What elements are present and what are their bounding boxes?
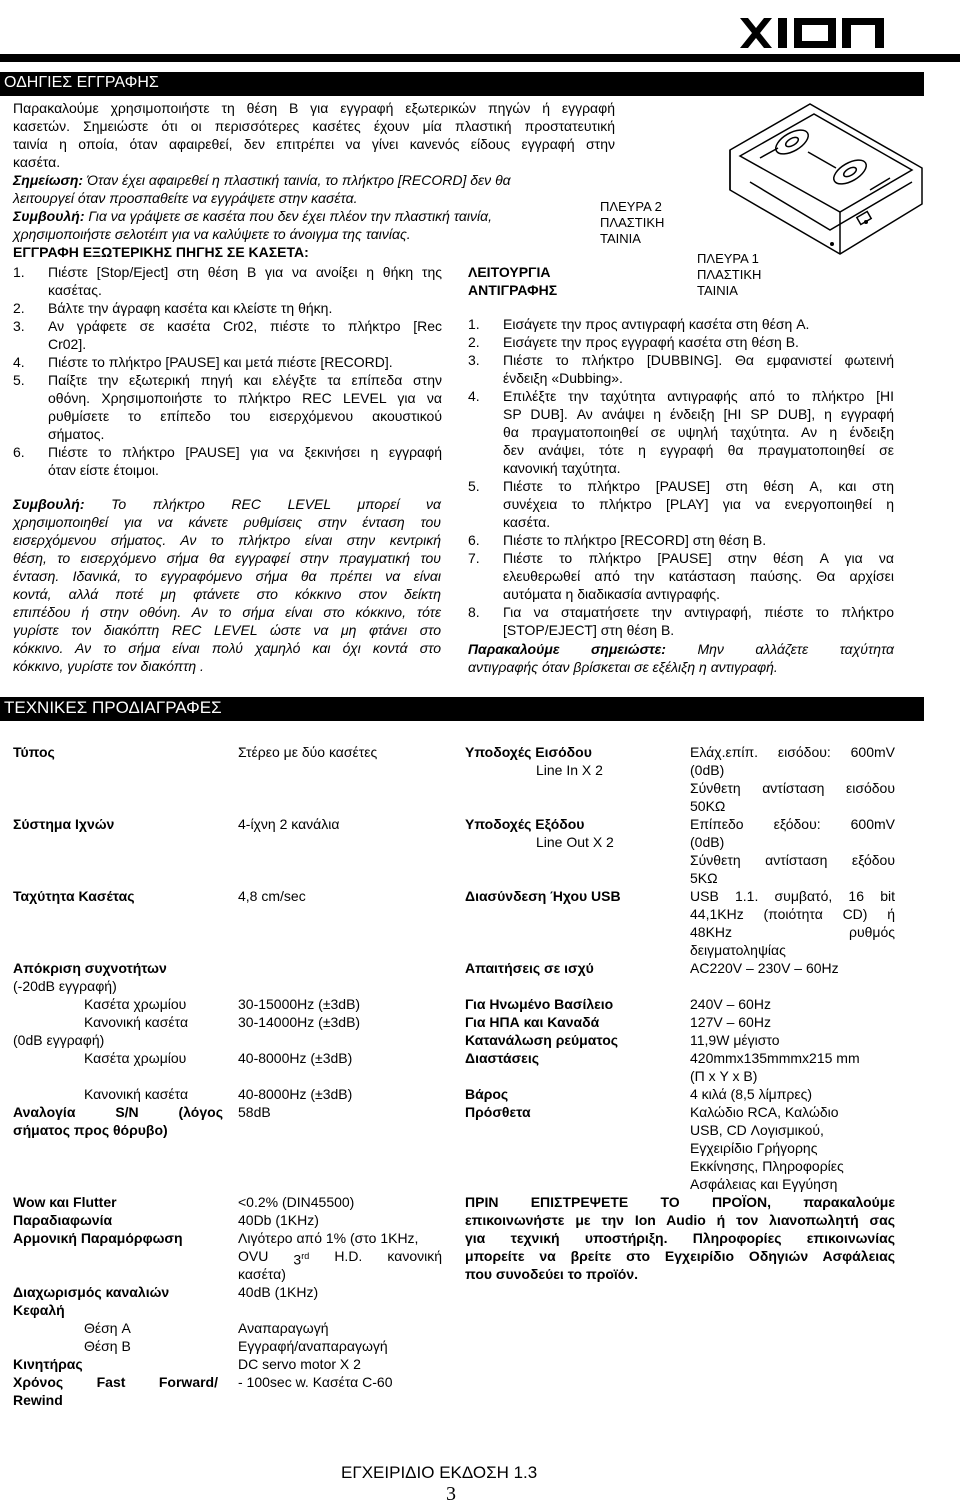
dub-step-text: [STOP/EJECT] στη θέση B.	[503, 622, 675, 638]
tip-line	[13, 207, 492, 225]
intro-line: ταινία η οποία, όταν αφαιρεθεί, δεν επιτρέπει να γίνει κανενός είδους εγγραφή στην	[13, 136, 615, 152]
dubbing-heading: ΑΝΤΙΓΡΑΦΗΣ	[468, 282, 558, 298]
dub-step-text: κασέτα.	[503, 514, 551, 530]
step-text: Πιέστε [Stop/Eject] στη θέση B για να ανοίξει η θήκη της	[48, 264, 442, 280]
tip2-label: Συμβουλή:	[13, 496, 85, 512]
intro-line: κασετών. Σημειώστε ότι οι περισσότερες κασέτες έχουν μία πλαστική προστατευτική	[13, 118, 615, 134]
spec-thd-label: Αρμονική Παραμόρφωση	[13, 1230, 183, 1246]
step-number: 3.	[13, 318, 25, 334]
spec-sn-label	[13, 1103, 223, 1121]
spec-freq-label: Απόκριση συχνοτήτων	[13, 960, 167, 976]
before-return-line: που συνοδεύει το προϊόν.	[465, 1266, 639, 1282]
note-line: λειτουργεί όταν προσπαθείτε να εγγράψετε στην κασέτα.	[13, 190, 358, 206]
spec-sn-word: S/N	[115, 1104, 139, 1120]
step-number: 5.	[13, 372, 25, 388]
spec-freq-20: (-20dB εγγραφή)	[13, 978, 117, 994]
dub-step-text: δεν ανάψει, τότε η εγγραφή θα πραγματοποιηθεί σε	[503, 442, 894, 458]
step-text: Αν γράφετε σε κασέτα Cr02, πιέστε το πλήκτρο [Rec	[48, 318, 442, 334]
tip2-line: ένταση. Ιδανικά, το εγγραφόμενο σήμα θα πρέπει να είναι	[13, 568, 441, 584]
cassette-illustration-icon	[690, 72, 930, 272]
tip-label: Συμβουλή:	[13, 208, 85, 224]
intro-line: Παρακαλούμε χρησιμοποιήστε τη θέση B για εγγραφή εξωτερικών πηγών ή εγγραφή	[13, 100, 615, 116]
dub-step-text: Εισάγετε την προς εγγραφή κασέτα στη θέση B.	[503, 334, 799, 350]
dub-step-number: 2.	[468, 334, 480, 350]
spec-outputs-label: Υποδοχές Εξόδου	[465, 816, 585, 832]
ion-logo-icon	[738, 14, 888, 54]
page-number: 3	[446, 1483, 456, 1505]
step-text: Πιέστε το πλήκτρο [PAUSE] για να ξεκινήσει η εγγραφή	[48, 444, 442, 460]
spec-wow-value: <0.2% (DIN45500)	[238, 1194, 355, 1210]
tip2-text: Το πλήκτρο REC LEVEL μπορεί να	[84, 496, 441, 512]
spec-ff-value: - 100sec w. Κασέτα C-60	[238, 1374, 393, 1390]
spec-motor-value: DC servo motor X 2	[238, 1356, 361, 1372]
dub-step-text: κανονική ταχύτητα.	[503, 460, 621, 476]
spec-speed-value: 4,8 cm/sec	[238, 888, 306, 904]
recording-instructions-title: ΟΔΗΓΙΕΣ ΕΓΓΡΑΦΗΣ	[0, 72, 924, 96]
extra-val-line: Εγχειρίδιο Γρήγορης	[690, 1140, 818, 1156]
dub-step-number: 7.	[468, 550, 480, 566]
cassette-diagram	[690, 72, 930, 272]
step-number: 6.	[13, 444, 25, 460]
spec-normal-label: Κανονική κασέτα	[84, 1086, 189, 1102]
side2-label: ΠΛΑΣΤΙΚΗ	[600, 215, 665, 230]
spec-wow-label: Wow και Flutter	[13, 1194, 117, 1210]
spec-pos-a-label: Θέση A	[84, 1320, 131, 1336]
spec-ff-label-2: Rewind	[13, 1392, 63, 1408]
spec-chrome-label: Κασέτα χρωμίου	[84, 1050, 187, 1066]
step-number: 1.	[13, 264, 25, 280]
step-number: 4.	[13, 354, 25, 370]
out-val-line: Σύνθετη αντίσταση εξόδου	[690, 852, 895, 868]
tip2-line: επιπέδου ή στην οθόνη. Αν το σήμα είναι στο κόκκινο, τότε	[13, 604, 441, 620]
dub-step-text: ένδειξη «Dubbing».	[503, 370, 623, 386]
spec-separation-value: 40dB (1KHz)	[238, 1284, 319, 1300]
intro-line: κασέτα.	[13, 154, 61, 170]
manual-edition: ΕΓΧΕΙΡΙΔΙΟ ΕΚΔΟΣΗ 1.3	[341, 1463, 538, 1482]
dub-step-text: Πιέστε το πλήκτρο [PAUSE] στην θέση A για να	[503, 550, 894, 566]
dub-step-text: Για να σταματήσετε την αντιγραφή, πιέστε το πλήκτρο	[503, 604, 894, 620]
tech-specs-title: ΤΕΧΝΙΚΕΣ ΠΡΟΔΙΑΓΡΑΦΕΣ	[0, 697, 924, 721]
spec-crosstalk-label: Παραδιαφωνία	[13, 1212, 113, 1228]
extra-val-line: Ασφάλειας και Εγγύηση	[690, 1176, 838, 1192]
before-return-line: επικοινωνήστε με την Ion Audio ή τον λιανοπωλητή σας	[465, 1212, 895, 1228]
spec-chrome-value: 30-15000Hz (±3dB)	[238, 996, 361, 1012]
spec-consumption-value: 11,9W μέγιστο	[690, 1032, 780, 1048]
spec-usb-label: Διασύνδεση Ήχου USB	[465, 888, 621, 904]
note-line	[13, 171, 511, 189]
spec-pos-b-value: Εγγραφή/αναπαραγωγή	[238, 1338, 388, 1354]
step-text: Πιέστε το πλήκτρο [PAUSE] και μετά πιέστε [RECORD].	[48, 354, 393, 370]
usb-val-line: USB 1.1. συμβατό, 16 bit	[690, 888, 895, 904]
please-note-line: αντιγραφής όταν βρίσκεται σε εξέλιξη η αντιγραφή.	[468, 659, 778, 675]
spec-dimensions-value: (Π x Υ x Β)	[690, 1068, 758, 1084]
spec-weight-label: Βάρος	[465, 1086, 509, 1102]
usb-val-line: δειγματοληψίας	[690, 942, 786, 958]
dub-step-text: Πιέστε το πλήκτρο [DUBBING]. Θα εμφανιστεί φωτεινή	[503, 352, 894, 368]
spec-outputs-sub: Line Out X 2	[536, 834, 614, 850]
side2-label: ΤΑΙΝΙΑ	[600, 231, 641, 246]
please-note-label: Παρακαλούμε σημειώστε:	[468, 641, 666, 657]
spec-sn-word: (λόγος	[178, 1104, 223, 1120]
dub-step-text: Πιέστε το πλήκτρο [RECORD] στη θέση B.	[503, 532, 767, 548]
header-rule	[0, 54, 960, 62]
spec-pos-a-value: Αναπαραγωγή	[238, 1320, 329, 1336]
in-val-line: Σύνθετη αντίσταση εισόδου	[690, 780, 895, 796]
before-return-line: μπορείτε να βρείτε στο Εγχειρίδιο Οδηγιών Ασφάλειας	[465, 1248, 895, 1264]
tip-line: χρησιμοποιήστε σελοτέιπ για να καλύψετε το άνοιγμα της ταινίας.	[13, 226, 411, 242]
side1-label: ΠΛΕΥΡΑ 1	[697, 251, 759, 266]
step-text: Βάλτε την άγραφη κασέτα και κλείστε τη θήκη.	[48, 300, 333, 316]
spec-ff-label	[13, 1373, 218, 1391]
dub-step-text: Επιλέξτε την ταχύτητα αντιγραφής από το πλήκτρο [HI	[503, 388, 894, 404]
please-note-line	[468, 640, 894, 658]
spec-thd-hd: H.D.	[334, 1248, 363, 1264]
spec-speed-label: Ταχύτητα Κασέτας	[13, 888, 135, 904]
dub-step-text: ελευθερωθεί από την κατάσταση παύσης. Θα αρχίσει	[503, 568, 894, 584]
tip-text: Για να γράψετε σε κασέτα που δεν έχει πλέον την πλαστική ταινία,	[84, 208, 492, 224]
in-val-line: Ελάχ.επίπ. εισόδου: 600mV	[690, 744, 895, 760]
spec-sn-word: Αναλογία	[13, 1104, 76, 1120]
tip2-line: εισερχόμενου σήματος. Αν το πλήκτρο είναι στην κεντρική	[13, 532, 441, 548]
spec-inputs-label: Υποδοχές Εισόδου	[465, 744, 592, 760]
spec-power-label: Απαιτήσεις σε ισχύ	[465, 960, 594, 976]
before-return-line: για τεχνική υποστήριξη. Πληροφορίες επικοινωνίας	[465, 1230, 895, 1246]
extra-val-line: Εκκίνησης, Πληροφορίες	[690, 1158, 844, 1174]
side2-label: ΠΛΕΥΡΑ 2	[600, 199, 662, 214]
out-val-line: (0dB)	[690, 834, 725, 850]
dub-step-text: Εισάγετε την προς αντιγραφή κασέτα στη θέση A.	[503, 316, 810, 332]
dub-step-number: 4.	[468, 388, 480, 404]
before-return-line: ΠΡΙΝ ΕΠΙΣΤΡΕΨΕΤΕ ΤΟ ΠΡΟΪΟΝ, παρακαλούμε	[465, 1194, 895, 1210]
tip2-line	[13, 495, 441, 513]
in-val-line: (0dB)	[690, 762, 725, 778]
spec-thd-3rd	[293, 1247, 309, 1269]
spec-inputs-sub: Line In X 2	[536, 762, 603, 778]
out-val-line: 5ΚΩ	[690, 870, 718, 886]
spec-sn-label-2: σήματος προς θόρυβο)	[13, 1122, 168, 1138]
spec-normal-value: 30-14000Hz (±3dB)	[238, 1014, 361, 1030]
spec-motor-label: Κινητήρας	[13, 1356, 83, 1372]
step-text: σήματος.	[48, 426, 105, 442]
spec-uk-value: 240V – 60Hz	[690, 996, 771, 1012]
extra-val-line: USB, CD Λογισμικού,	[690, 1122, 824, 1138]
step-text: ρυθμίσετε το επίπεδο του εισερχόμενου ακουστικού	[48, 408, 442, 424]
spec-normal-value: 40-8000Hz (±3dB)	[238, 1086, 353, 1102]
dub-step-number: 5.	[468, 478, 480, 494]
dub-step-text: SP DUB]. Αν ανάψει η ένδειξη [HI SP DUB], η εγγραφή	[503, 406, 894, 422]
step-text: όταν είστε έτοιμοι.	[48, 462, 159, 478]
extra-val-line: Καλώδιο RCA, Καλώδιο	[690, 1104, 839, 1120]
step-text: Παίξτε την εξωτερική πηγή και ελέγξτε τα επίπεδα στην	[48, 372, 442, 388]
spec-chrome-value: 40-8000Hz (±3dB)	[238, 1050, 353, 1066]
spec-sn-value: 58dB	[238, 1104, 271, 1120]
tip2-line: κοντά, αλλά ποτέ μη φτάνετε στο κόκκινο στον δείκτη	[13, 586, 441, 602]
note-label: Σημείωση:	[13, 172, 84, 188]
usb-val-line: 44,1KHz (ποιότητα CD) ή	[690, 906, 895, 922]
dub-step-number: 6.	[468, 532, 480, 548]
dub-step-text: θα πραγματοποιηθεί σε υψηλή ταχύτητα. Αν η ένδειξη	[503, 424, 894, 440]
spec-thd-normal: κανονική	[387, 1248, 442, 1264]
spec-freq-0: (0dB εγγραφή)	[13, 1032, 105, 1048]
spec-extras-label: Πρόσθετα	[465, 1104, 531, 1120]
step-text: Cr02].	[48, 336, 87, 352]
dub-step-number: 3.	[468, 352, 480, 368]
dub-step-number: 8.	[468, 604, 480, 620]
step-text: κασέτας.	[48, 282, 102, 298]
dub-step-text: Πιέστε το πλήκτρο [PAUSE] στη θέση A, και στη	[503, 478, 894, 494]
spec-track-label: Σύστημα Ιχνών	[13, 816, 115, 832]
spec-thd-value: Λιγότερο από 1% (στο 1KHz,	[238, 1230, 419, 1246]
note-text: Όταν έχει αφαιρεθεί η πλαστική ταινία, το πλήκτρο [RECORD] δεν θα	[83, 172, 511, 188]
please-note-text: Μην αλλάζετε ταχύτητα	[665, 641, 894, 657]
spec-thd-ovu: OVU	[238, 1248, 269, 1264]
spec-weight-value: 4 κιλά (8,5 λίμπρες)	[690, 1086, 813, 1102]
tip2-line: κόκκινο, γυρίστε τον διακόπτη .	[13, 658, 204, 674]
spec-head-label: Κεφαλή	[13, 1302, 65, 1318]
spec-thd-rd: rd	[301, 1251, 310, 1261]
tip2-line: χρησιμοποιηθεί για να κάνετε ρυθμίσεις στην ένταση του	[13, 514, 441, 530]
in-val-line: 50ΚΩ	[690, 798, 726, 814]
tip2-line: γυρίστε τον διακόπτη REC LEVEL ώστε να μη φτάνει στο	[13, 622, 441, 638]
step-text: οθόνη. Χρησιμοποιήστε το πλήκτρο REC LEVEL για να	[48, 390, 442, 406]
spec-normal-label: Κανονική κασέτα	[84, 1014, 189, 1030]
dub-step-text: αυτόματα η διαδικασία αντιγραφής.	[503, 586, 721, 602]
spec-crosstalk-value: 40Db (1KHz)	[238, 1212, 319, 1228]
spec-dimensions-value: 420mmx135mmmx215 mm	[690, 1050, 860, 1066]
spec-chrome-label: Κασέτα χρωμίου	[84, 996, 187, 1012]
spec-separation-label: Διαχωρισμός καναλιών	[13, 1284, 170, 1300]
spec-power-value: AC220V – 230V – 60Hz	[690, 960, 839, 976]
side1-label: ΠΛΑΣΤΙΚΗ	[697, 267, 762, 282]
spec-type-label: Τύπος	[13, 744, 55, 760]
spec-pos-b-label: Θέση B	[84, 1338, 131, 1354]
spec-us-label: Για ΗΠΑ και Καναδά	[465, 1014, 600, 1030]
tip2-line: κόκκινο. Αν το σήμα είναι πολύ χαμηλό και όχι κοντά στο	[13, 640, 441, 656]
out-val-line: Επίπεδο εξόδου: 600mV	[690, 816, 895, 832]
spec-ff-word: Fast	[96, 1374, 126, 1390]
ion-logo	[738, 14, 888, 54]
step-number: 2.	[13, 300, 25, 316]
spec-thd-3: 3	[293, 1251, 302, 1268]
usb-val-line: 48KHz ρυθμός	[690, 924, 895, 940]
spec-ff-word: Χρόνος	[13, 1374, 64, 1390]
dubbing-heading: ΛΕΙΤΟΥΡΓΙΑ	[468, 264, 551, 280]
spec-ff-word: Forward/	[158, 1374, 218, 1390]
dub-step-number: 1.	[468, 316, 480, 332]
tip2-line: θέση, το εισερχόμενο σήμα θα εγγραφεί στην πραγματική του	[13, 550, 441, 566]
side1-label: ΤΑΙΝΙΑ	[697, 283, 738, 298]
spec-type-value: Στέρεο με δύο κασέτες	[238, 744, 378, 760]
external-recording-heading: ΕΓΓΡΑΦΗ ΕΞΩΤΕΡΙΚΗΣ ΠΗΓΗΣ ΣΕ ΚΑΣΕΤΑ:	[13, 244, 309, 260]
dub-step-text: συνέχεια το πλήκτρο [PLAY] για να ενεργοποιηθεί η	[503, 496, 894, 512]
spec-dimensions-label: Διαστάσεις	[465, 1050, 539, 1066]
spec-us-value: 127V – 60Hz	[690, 1014, 771, 1030]
spec-thd-value-3: κασέτα)	[238, 1266, 286, 1282]
spec-track-value: 4-ίχνη 2 κανάλια	[238, 816, 340, 832]
spec-uk-label: Για Ηνωμένο Βασίλειο	[465, 996, 614, 1012]
spec-consumption-label: Κατανάλωση ρεύματος	[465, 1032, 619, 1048]
